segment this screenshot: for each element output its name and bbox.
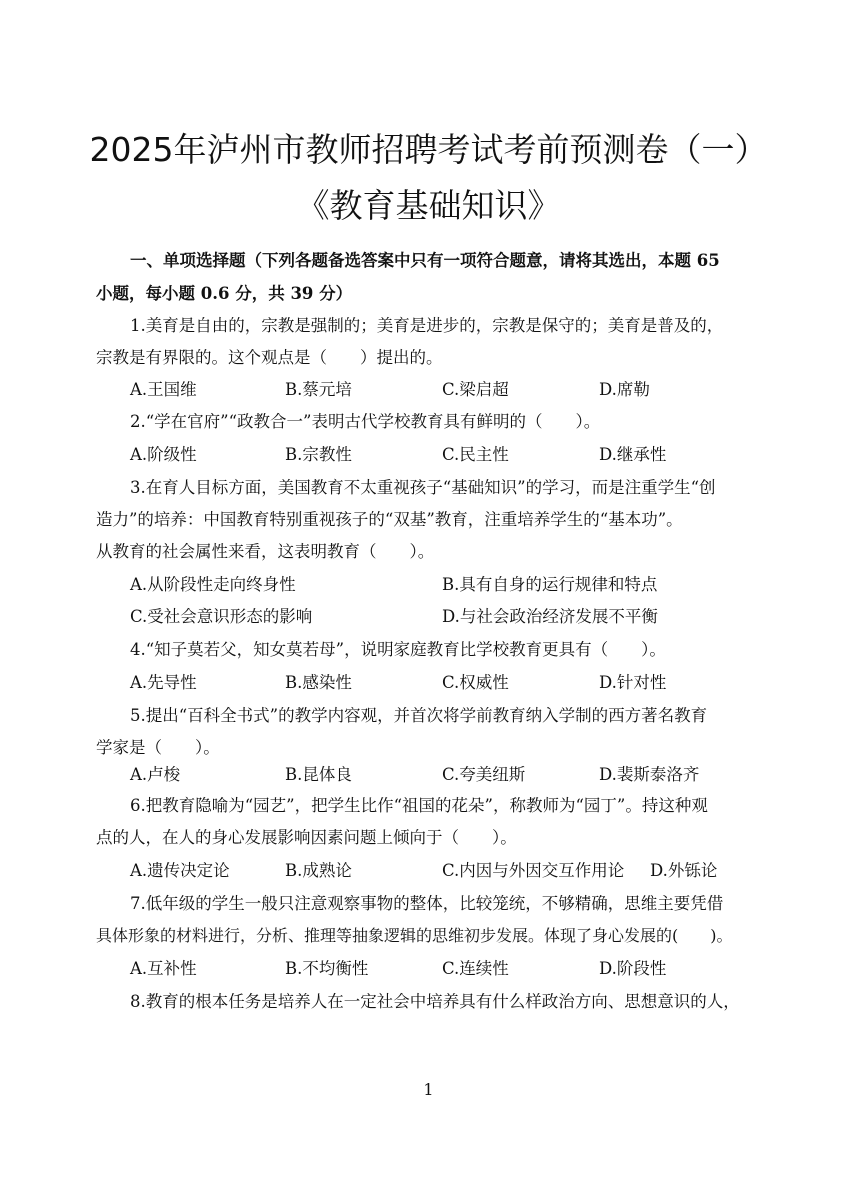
question-1-line1: 1.美育是自由的，宗教是强制的；美育是进步的，宗教是保守的；美育是普及的， [130, 316, 724, 335]
option-d: D.席勒 [599, 380, 650, 399]
option-a: A.王国维 [130, 380, 197, 399]
option-b: B.具有自身的运行规律和特点 [442, 575, 658, 594]
question-4-line1: 4.“知子莫若父，知女莫若母”，说明家庭教育比学校教育更具有（ ）。 [130, 640, 666, 659]
option-d: D.针对性 [599, 673, 667, 692]
option-d: D.外铄论 [650, 861, 718, 880]
question-3-options-row1 [130, 574, 756, 596]
option-b: B.成熟论 [285, 861, 352, 880]
option-a: A.卢梭 [130, 765, 181, 784]
option-c: C.梁启超 [442, 380, 509, 399]
option-b: B.蔡元培 [285, 380, 352, 399]
option-d: D.裴斯泰洛齐 [599, 765, 700, 784]
option-d: D.继承性 [599, 445, 667, 464]
option-b: B.昆体良 [285, 765, 352, 784]
section-heading-line1: 一、单项选择题（下列各题备选答案中只有一项符合题意，请将其选出，本题 65 [130, 251, 720, 270]
page-subtitle: 《教育基础知识》 [296, 186, 561, 225]
option-c: C.夸美纽斯 [442, 765, 526, 784]
option-c: C.受社会意识形态的影响 [130, 607, 313, 626]
section-heading-line2: 小题，每小题 0.6 分，共 39 分） [96, 284, 353, 303]
option-a: A.先导性 [130, 673, 197, 692]
option-b: B.宗教性 [285, 445, 352, 464]
question-3-options-row2 [130, 606, 756, 628]
option-b: B.不均衡性 [285, 959, 369, 978]
option-d: D.与社会政治经济发展不平衡 [442, 607, 658, 626]
option-c: C.民主性 [442, 445, 509, 464]
question-1-options [130, 379, 756, 401]
question-6-line1: 6.把教育隐喻为“园艺”，把学生比作“祖国的花朵”，称教师为“园丁”。持这种观 [130, 796, 708, 815]
question-4-options [130, 672, 756, 694]
question-5-options [130, 764, 756, 786]
question-6-line2: 点的人，在人的身心发展影响因素问题上倾向于（ ）。 [96, 828, 517, 847]
option-b: B.感染性 [285, 673, 352, 692]
question-3-line1: 3.在育人目标方面，美国教育不太重视孩子“基础知识”的学习，而是注重学生“创 [130, 478, 716, 497]
option-c: C.连续性 [442, 959, 509, 978]
question-2-options [130, 444, 756, 466]
question-6-options [130, 860, 756, 882]
question-2-line1: 2.“学在官府”“政教合一”表明古代学校教育具有鲜明的（ ）。 [130, 412, 601, 431]
option-a: A.从阶段性走向终身性 [130, 575, 296, 594]
question-7-line2: 具体形象的材料进行，分析、推理等抽象逻辑的思维初步发展。体现了身心发展的( )。 [96, 926, 733, 945]
option-c: C.内因与外因交互作用论 [442, 861, 625, 880]
question-5-line1: 5.提出“百科全书式”的教学内容观，并首次将学前教育纳入学制的西方著名教育 [130, 706, 708, 725]
question-7-options [130, 958, 756, 980]
question-5-line2: 学家是（ ）。 [96, 738, 220, 757]
option-d: D.阶段性 [599, 959, 667, 978]
option-a: A.阶级性 [130, 445, 197, 464]
option-c: C.权威性 [442, 673, 509, 692]
question-3-line3: 从教育的社会属性来看，这表明教育（ ）。 [96, 542, 435, 561]
option-a: A.互补性 [130, 959, 197, 978]
question-7-line1: 7.低年级的学生一般只注意观察事物的整体，比较笼统，不够精确，思维主要凭借 [130, 894, 724, 913]
question-1-line2: 宗教是有界限的。这个观点是（ ）提出的。 [96, 348, 443, 367]
page-number: 1 [423, 1080, 434, 1099]
page-title: 2025年泸州市教师招聘考试考前预测卷（一） [89, 130, 768, 169]
question-3-line2: 造力”的培养：中国教育特别重视孩子的“双基”教育，注重培养学生的“基本功”。 [96, 510, 683, 529]
question-8-line1: 8.教育的根本任务是培养人在一定社会中培养具有什么样政治方向、思想意识的人， [130, 992, 740, 1011]
option-a: A.遗传决定论 [130, 861, 230, 880]
